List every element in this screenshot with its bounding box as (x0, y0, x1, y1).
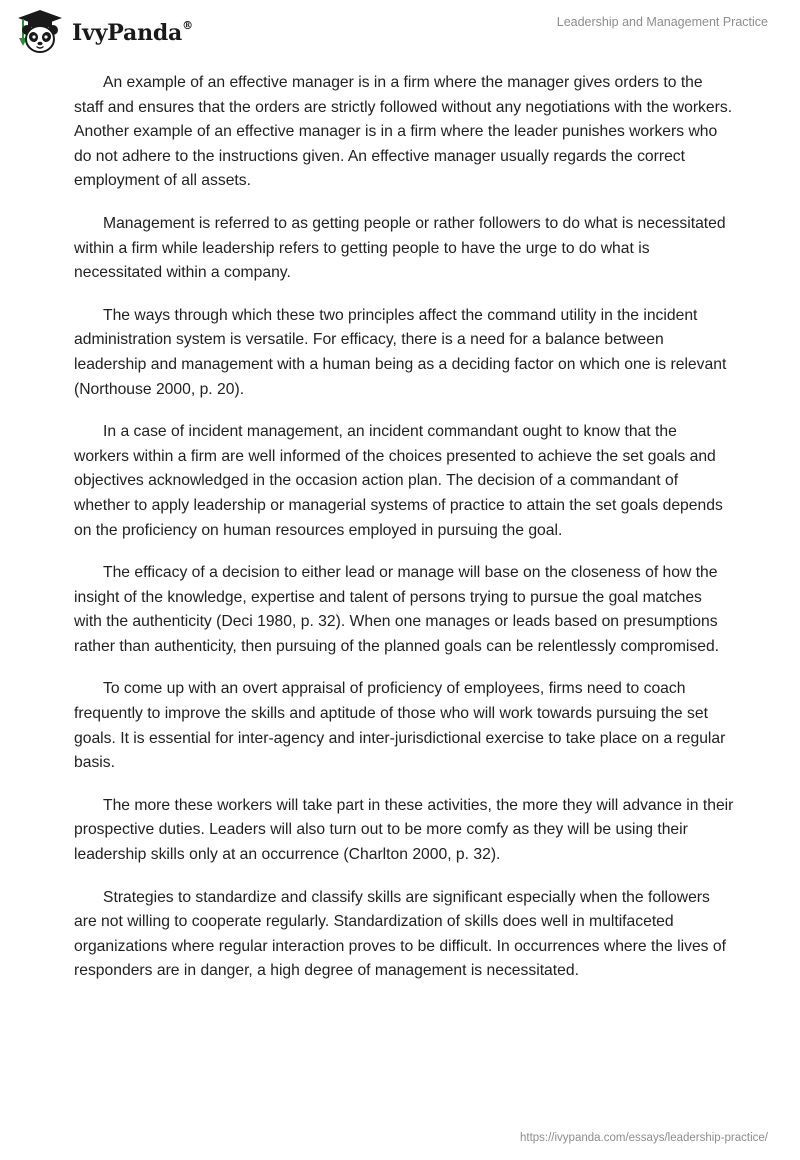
registered-mark: ® (182, 18, 193, 32)
paragraph: The more these workers will take part in these activities, the more they will advance in their prospective duties. Leaders will also turn out to be more comfy as they will be using their leadership skills only at an occurrence (Charlton 2000, p. 32). (74, 796, 734, 864)
brand-name (72, 20, 193, 46)
essay-body (74, 71, 734, 1002)
paragraph: In a case of incident management, an incident commandant ought to know that the workers within a firm are well informed of the choices presented to achieve the set goals and objectives acknowledged in the occasion action plan. The decision of a commandant of whether to apply leadership or managerial systems of practice to attain the set goals depends on the proficiency on human resources employed in pursuing the goal. (74, 423, 723, 539)
paragraph: The efficacy of a decision to either lead or manage will base on the closeness of how the insight of the knowledge, expertise and talent of persons trying to pursue the goal matches with the authenticity (Deci 1980, p. 32). When one manages or leads based on presumptions rather than authenticity, then pursuing of the planned goals can be relentlessly compromised. (74, 564, 720, 655)
brand-name-text: IvyPanda (72, 20, 183, 46)
page-header (0, 0, 800, 60)
panda-graduate-logo-icon (14, 8, 66, 56)
brand-logo[interactable] (14, 8, 193, 56)
document-title: Leadership and Management Practice (556, 15, 768, 29)
paragraph: Strategies to standardize and classify skills are significant especially when the followers are not willing to cooperate regularly. Standardization of skills does well in multifaceted organizations where regular interaction proves to be difficult. In occurrences where the lives of responders are in danger, a high degree of management is necessitated. (74, 888, 726, 980)
source-url[interactable]: https://ivypanda.com/essays/leadership-practice/ (519, 1132, 768, 1144)
paragraph: The ways through which these two principles affect the command utility in the incident administration system is versatile. For efficacy, there is a need for a balance between leadership and management with a human being as a deciding factor on which one is relevant (Northouse 2000, p. 20). (74, 306, 727, 398)
paragraph: Management is referred to as getting people or rather followers to do what is necessitated within a firm while leadership refers to getting people to have the urge to do what is necessitated within a company. (74, 214, 726, 282)
paragraph: To come up with an overt appraisal of proficiency of employees, firms need to coach frequently to improve the skills and aptitude of those who will work towards pursuing the set goals. It is essential for inter-agency and inter-jurisdictional exercise to take place on a regular basis. (74, 680, 726, 772)
paragraph: An example of an effective manager is in a firm where the manager gives orders to the staff and ensures that the orders are strictly followed without any negotiations with the workers. Another example of an effective manager is in a firm where the leader punishes workers who do not adhere to the instructions given. An effective manager usually regards the correct employment of all assets. (74, 74, 733, 190)
